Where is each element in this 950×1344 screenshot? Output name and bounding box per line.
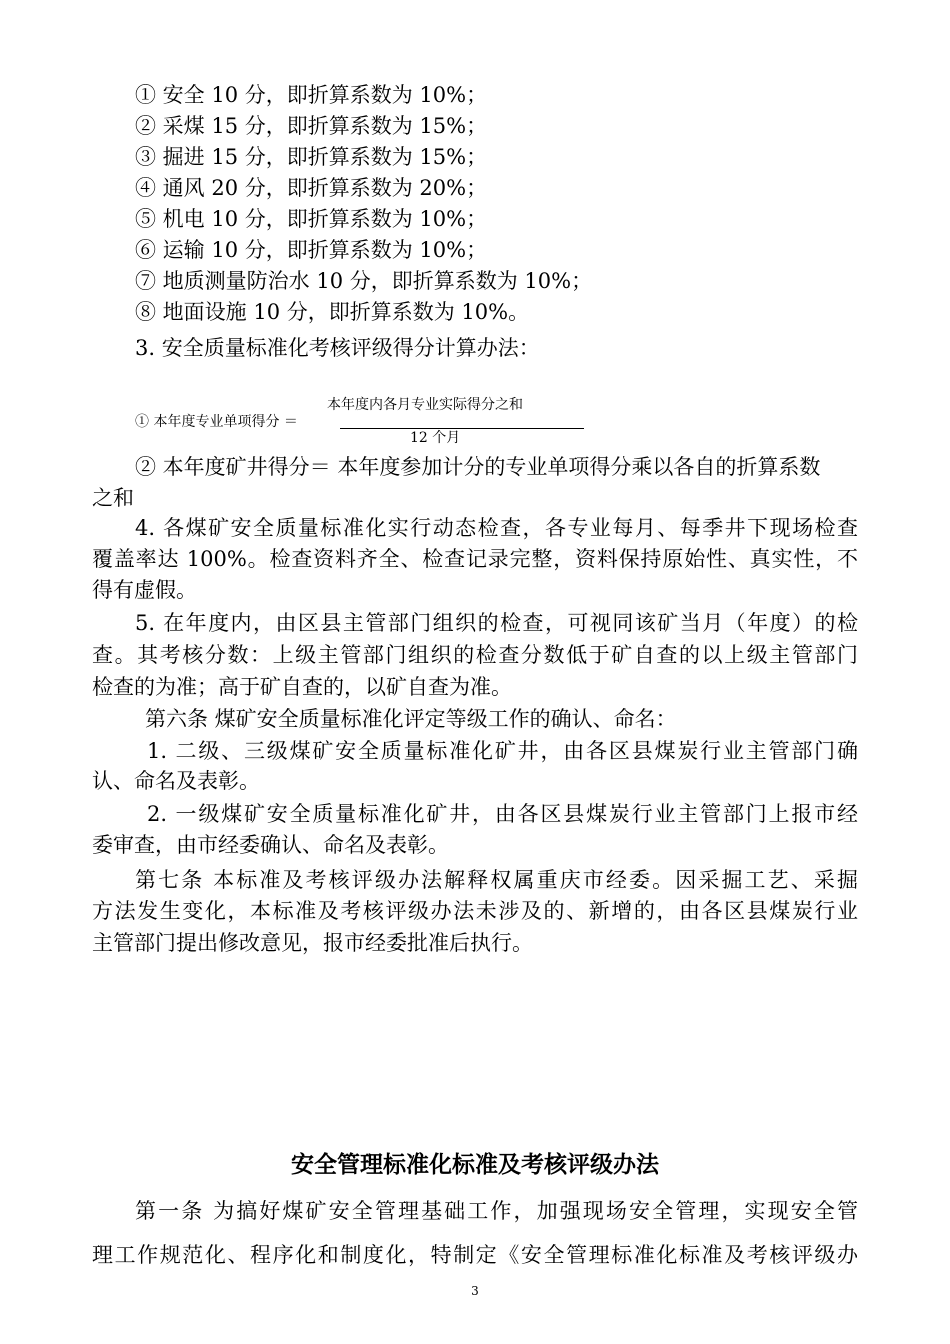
list-item: ⑥ 运输 10 分，即折算系数为 10%； <box>135 238 488 262</box>
list-item: ⑤ 机电 10 分，即折算系数为 10%； <box>135 207 488 231</box>
paragraph-line: 委审查，由市经委确认、命名及表彰。 <box>92 833 449 857</box>
page-number: 3 <box>471 1284 479 1298</box>
paragraph-line: 认、命名及表彰。 <box>92 769 260 793</box>
list-item: ② 采煤 15 分，即折算系数为 15%； <box>135 114 488 138</box>
formula-label: ① 本年度专业单项得分 ＝ <box>135 414 298 430</box>
paragraph-line: 主管部门提出修改意见，报市经委批准后执行。 <box>92 931 533 955</box>
paragraph-line: 5. 在年度内，由区县主管部门组织的检查，可视同该矿当月（年度）的检 <box>135 611 858 635</box>
formula-numerator: 本年度内各月专业实际得分之和 <box>327 397 523 413</box>
paragraph-line: 1. 二级、三级煤矿安全质量标准化矿井，由各区县煤炭行业主管部门确 <box>147 739 858 763</box>
paragraph-line: 理工作规范化、程序化和制度化，特制定《安全管理标准化标准及考核评级办 <box>92 1243 858 1267</box>
paragraph-line: 2. 一级煤矿安全质量标准化矿井，由各区县煤炭行业主管部门上报市经 <box>147 802 858 826</box>
article-6-heading: 第六条 煤矿安全质量标准化评定等级工作的确认、命名： <box>145 707 677 731</box>
formula-denominator: 12 个月 <box>410 430 461 446</box>
paragraph-line: 查。其考核分数：上级主管部门组织的检查分数低于矿自查的以上级主管部门 <box>92 643 858 667</box>
paragraph-line: ② 本年度矿井得分＝ 本年度参加计分的专业单项得分乘以各自的折算系数 <box>135 455 821 479</box>
fraction-bar <box>340 428 584 429</box>
paragraph-line: 第一条 为搞好煤矿安全管理基础工作，加强现场安全管理，实现安全管 <box>135 1199 858 1223</box>
list-item: ① 安全 10 分，即折算系数为 10%； <box>135 83 488 107</box>
section-title: 安全管理标准化标准及考核评级办法 <box>291 1151 659 1178</box>
paragraph-line: 4. 各煤矿安全质量标准化实行动态检查，各专业每月、每季井下现场检查 <box>135 516 858 540</box>
section-3-heading: 3. 安全质量标准化考核评级得分计算办法： <box>135 336 540 360</box>
list-item: ⑦ 地质测量防治水 10 分，即折算系数为 10%； <box>135 269 593 293</box>
list-item: ④ 通风 20 分，即折算系数为 20%； <box>135 176 488 200</box>
paragraph-line: 得有虚假。 <box>92 578 197 602</box>
list-item: ⑧ 地面设施 10 分，即折算系数为 10%。 <box>135 300 530 324</box>
paragraph-line: 检查的为准；高于矿自查的，以矿自查为准。 <box>92 675 512 699</box>
list-item: ③ 掘进 15 分，即折算系数为 15%； <box>135 145 488 169</box>
paragraph-line: 方法发生变化，本标准及考核评级办法未涉及的、新增的，由各区县煤炭行业 <box>92 899 858 923</box>
paragraph-line: 之和 <box>92 486 134 510</box>
paragraph-line: 覆盖率达 100%。检查资料齐全、检查记录完整，资料保持原始性、真实性，不 <box>92 547 858 571</box>
paragraph-line: 第七条 本标准及考核评级办法解释权属重庆市经委。因采掘工艺、采掘 <box>135 868 858 892</box>
